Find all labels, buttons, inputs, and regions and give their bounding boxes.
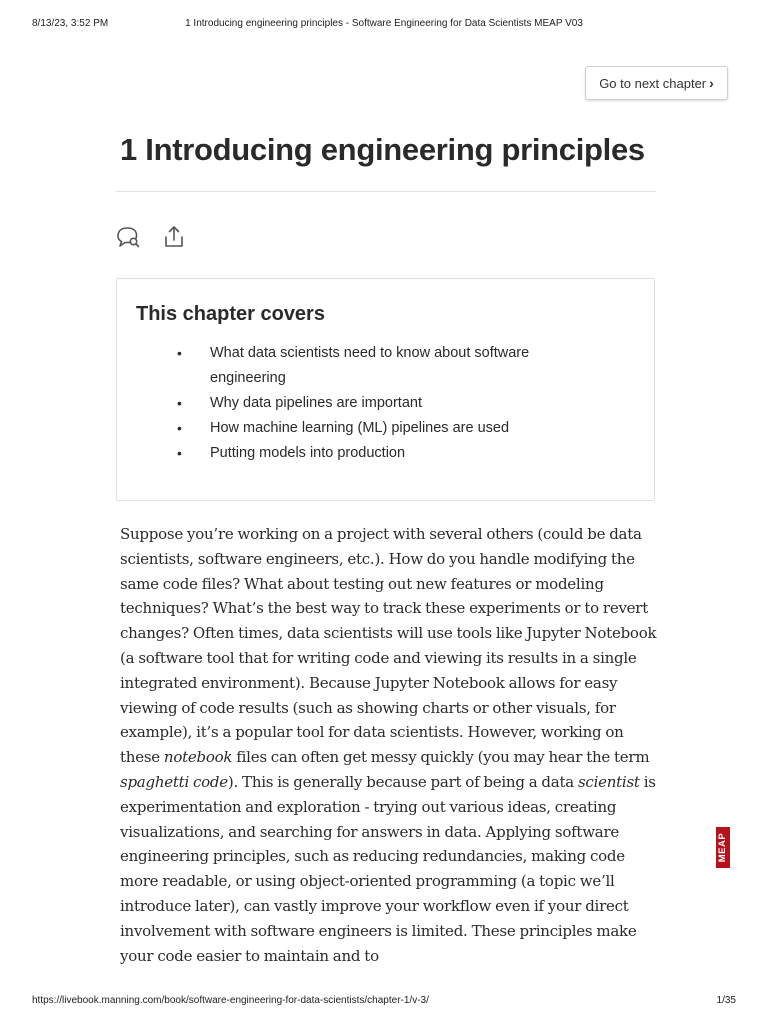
chat-bubble-icon[interactable] <box>114 223 142 251</box>
print-timestamp: 8/13/23, 3:52 PM <box>32 18 109 29</box>
emphasis-notebook: notebook <box>163 748 233 767</box>
chapter-covers-list <box>177 341 570 466</box>
chapter-title: 1 Introducing engineering principles <box>120 132 645 167</box>
list-item <box>177 341 570 391</box>
list-item <box>177 391 570 416</box>
bullet: • <box>177 395 182 411</box>
bullet: • <box>177 345 182 361</box>
print-footer <box>0 995 768 1011</box>
list-item-text: Why data pipelines are important <box>210 395 422 411</box>
print-url: https://livebook.manning.com/book/software-engineering-for-data-scientists/chapter-1/v-3/ <box>32 995 429 1006</box>
page-number: 1/35 <box>716 995 736 1006</box>
list-item <box>177 441 570 466</box>
share-icon[interactable] <box>160 223 188 251</box>
emphasis-spaghetti-code: spaghetti code <box>120 772 228 791</box>
list-item-text: What data scientists need to know about software engineering <box>210 345 530 386</box>
chapter-covers-box <box>116 278 655 501</box>
print-document-title: 1 Introducing engineering principles - Software Engineering for Data Scientists MEAP V03 <box>185 18 583 29</box>
list-item <box>177 416 570 441</box>
bullet: • <box>177 445 182 461</box>
list-item-text: Putting models into production <box>210 445 406 461</box>
meap-badge[interactable] <box>716 827 730 868</box>
next-chapter-button[interactable] <box>585 66 728 100</box>
bullet: • <box>177 420 182 436</box>
title-divider <box>116 191 656 192</box>
list-item-text: How machine learning (ML) pipelines are used <box>210 420 510 436</box>
meap-badge-label: MEAP <box>717 832 729 863</box>
chevron-right-icon: › <box>709 75 714 91</box>
chapter-covers-heading: This chapter covers <box>136 303 325 325</box>
emphasis-scientist: scientist <box>577 772 640 791</box>
print-header <box>0 18 768 34</box>
next-chapter-label: Go to next chapter <box>599 75 707 91</box>
body-paragraph: Suppose you’re working on a project with several others (could be data scientists, software engineers, etc.). How do you handle modifying the same code files? What about testing out new features or modeling techniques? What’s the best way to track these experiments or to revert changes? Often times, data scientists will use tools like Jupyter Notebook (a software tool that for writing code and viewing its results in a single integrated environment). Because Jupyter Notebook allows for easy viewing of code results (such as showing charts or other visuals, for example), it’s a popular tool for data scientists. However, working on these notebook files can often get messy quickly (you may hear the term spaghetti code). This is generally because part of being a data scientist is experimentation and exploration - trying out various ideas, creating visualizations, and searching for answers in data. Applying software engineering principles, such as reducing redundancies, making code more readable, or using object-oriented programming (a topic we’ll introduce later), can vastly improve your workflow even if your direct involvement with software engineers is limited. These principles make your code easier to maintain and to <box>120 525 657 965</box>
